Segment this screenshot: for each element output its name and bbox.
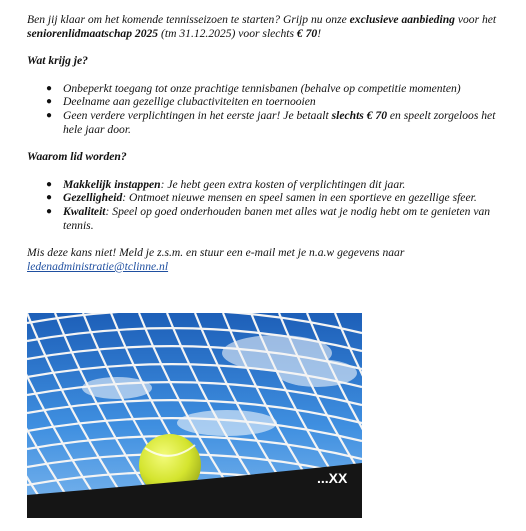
list-item [27, 109, 517, 136]
bullet-icon: ● [46, 109, 53, 121]
tennis-racket-image [27, 313, 362, 518]
list-item-text: Deelname aan gezellige clubactiviteiten en toernooien [63, 95, 316, 109]
section1-list [27, 82, 517, 136]
intro-bold-offer: exclusieve aanbieding [349, 13, 455, 26]
intro-text-2: voor het [454, 13, 497, 26]
section1-heading: Wat krijg je? [27, 54, 88, 68]
section2-list [27, 178, 517, 232]
intro-text-4: ! [317, 26, 322, 40]
list-item [27, 191, 517, 205]
list-item-text: en speelt zorgeloos het hele jaar door. [63, 108, 496, 136]
list-item-text: : Speel op goed onderhouden banen met alles wat je nodig hebt om te genieten van tennis. [63, 204, 491, 232]
intro-paragraph [27, 13, 517, 40]
list-item-bold: Kwaliteit [63, 204, 106, 218]
list-item-bold: Gezelligheid [63, 191, 123, 205]
bullet-icon: ● [46, 82, 53, 94]
list-item-text: : Je hebt geen extra kosten of verplichtingen dit jaar. [160, 177, 406, 191]
bullet-icon: ● [46, 178, 53, 190]
list-item [27, 205, 517, 232]
intro-text-1: Ben jij klaar om het komende tennisseizoen te starten? Grijp nu onze [27, 13, 350, 26]
racket-frame-text: ...XX [317, 470, 348, 486]
list-item-text: Onbeperkt toegang tot onze prachtige tennisbanen (behalve op competitie momenten) [63, 81, 461, 95]
intro-bold-membership: seniorenlidmaatschap 2025 [27, 26, 159, 40]
list-item-bold: Makkelijk instappen [63, 177, 161, 191]
tennis-photo [27, 313, 362, 518]
closing-paragraph [27, 246, 517, 273]
bullet-icon: ● [46, 205, 53, 217]
closing-text: Mis deze kans niet! Meld je z.s.m. en stuur een e-mail met je n.a.w gegevens naar [27, 246, 405, 260]
email-link[interactable]: ledenadministratie@tclinne.nl [27, 259, 169, 273]
document-body [27, 13, 517, 273]
section2-heading: Waarom lid worden? [27, 150, 127, 164]
intro-text-3: (tm 31.12.2025) voor slechts [158, 26, 297, 40]
bullet-icon: ● [46, 96, 53, 108]
intro-bold-price: € 70 [296, 26, 318, 40]
list-item-bold: slechts € 70 [331, 108, 388, 122]
bullet-icon: ● [46, 192, 53, 204]
list-item [27, 178, 517, 192]
list-item [27, 82, 517, 96]
list-item-text: : Ontmoet nieuwe mensen en speel samen in een sportieve en gezellige sfeer. [122, 191, 477, 205]
list-item-text: Geen verdere verplichtingen in het eerste jaar! Je betaalt [63, 108, 332, 122]
list-item [27, 95, 517, 109]
